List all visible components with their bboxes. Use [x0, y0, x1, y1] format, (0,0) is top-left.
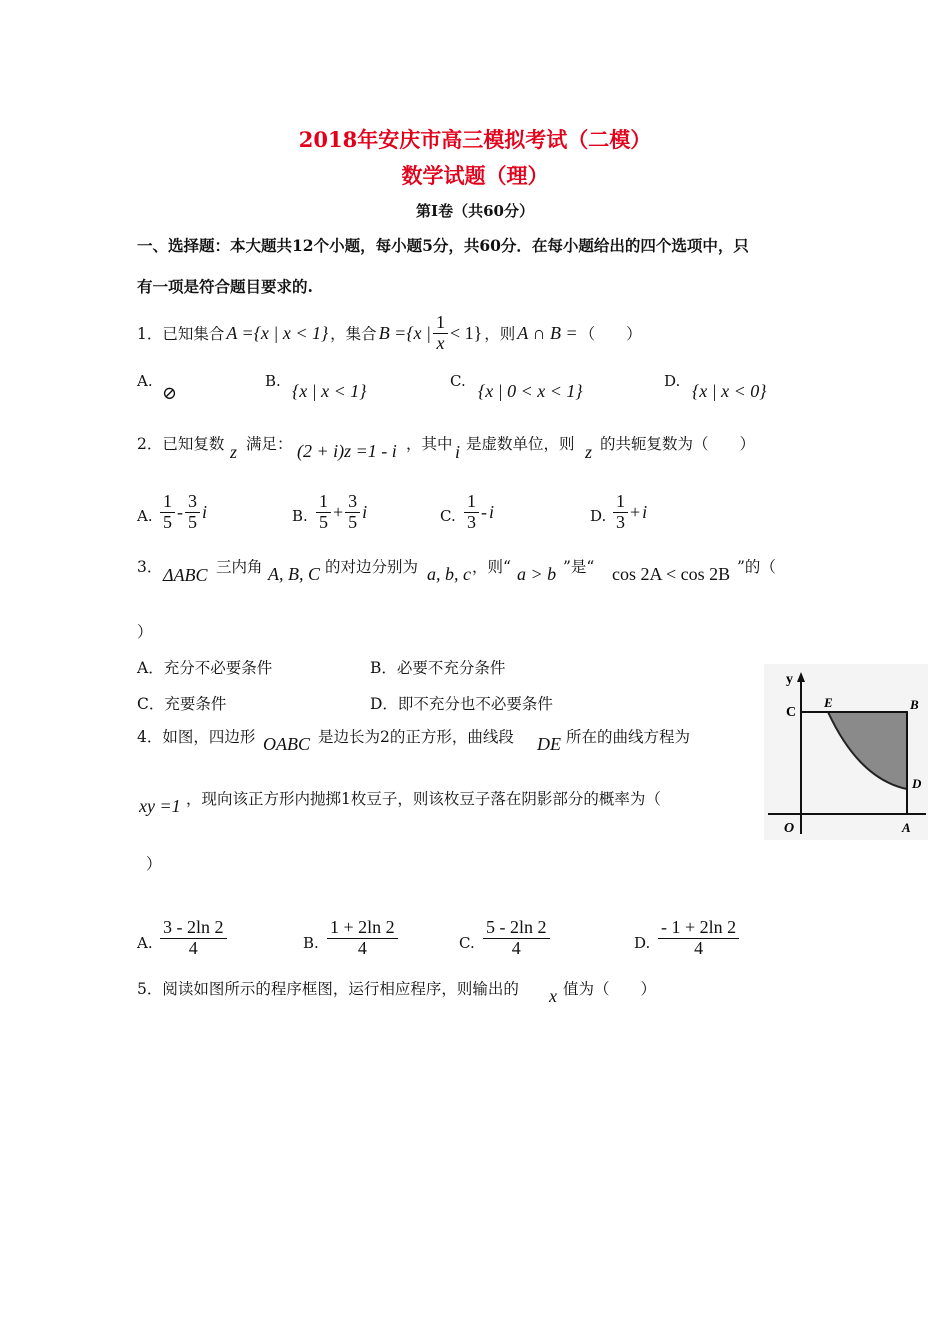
q3-option-c: C．充要条件 [137, 695, 227, 713]
q2-option-a-label: A. [137, 507, 153, 525]
q1-frac-num: 1 [433, 313, 448, 334]
q2b-den1: 5 [319, 511, 328, 532]
label-c: C [786, 705, 797, 720]
q4-option-d-label: D. [634, 934, 651, 952]
q2-equation: (2 + i)z =1 - i [297, 441, 397, 461]
q2-t3: 是虚数单位，则 [466, 435, 575, 453]
q3-t4: ”是“ [563, 558, 595, 576]
q3-number: 3． [137, 558, 163, 576]
q2d-den: 3 [616, 511, 625, 532]
label-o: O [784, 821, 795, 836]
q1-option-a: ⊘ [162, 383, 178, 403]
q3-close: ） [137, 623, 153, 641]
q2c-den: 3 [467, 511, 476, 532]
q4-prefix: 4．如图，四边形 [137, 728, 256, 746]
q1-mid: ，集合 [330, 325, 377, 344]
label-y: y [786, 672, 793, 687]
q2c-op: - [481, 501, 487, 522]
q3-condition-1: a > b [517, 564, 557, 584]
q2b-num1: 1 [316, 492, 331, 513]
q5-x: x [549, 986, 557, 1006]
q1-option-d-label: D. [664, 372, 681, 390]
q4c-den: 4 [511, 937, 521, 958]
q1-set-b-right: < 1} [449, 322, 483, 343]
instruction-line-1: 一、选择题：本大题共12个小题，每小题5分，共60分．在每小题给出的四个选项中，只 [137, 236, 749, 255]
document-subtitle: 数学试题（理） [401, 163, 549, 188]
q1-option-c: {x | 0 < x < 1} [478, 381, 583, 401]
q2a-num2: 3 [185, 492, 200, 513]
q3-option-d: D．即不充分也不必要条件 [370, 695, 553, 713]
q4-close: ） [146, 855, 162, 873]
q1-prefix: 1．已知集合 [137, 325, 225, 344]
q4-option-a [160, 918, 227, 959]
q2-i: i [455, 442, 461, 462]
q2b-i: i [362, 501, 368, 522]
q4-shape: OABC [263, 734, 310, 754]
q2b-op: + [333, 501, 344, 522]
q4b-num: 1 + 2ln 2 [327, 918, 398, 939]
q2-option-b-label: B. [292, 507, 308, 525]
document-title: 2018年安庆市高三模拟考试（二模） [298, 127, 652, 152]
q4b-den: 4 [357, 937, 367, 958]
q2-prefix: 2．已知复数 [137, 435, 225, 453]
label-b: B [910, 697, 919, 712]
q3-triangle: ΔABC [163, 565, 208, 585]
q1-frac-den: x [436, 332, 445, 353]
q1-fraction [433, 313, 448, 354]
q2-option-b [316, 492, 367, 533]
q2a-den1: 5 [163, 511, 172, 532]
label-e: E [824, 695, 833, 710]
q4-option-c-label: C. [459, 934, 475, 952]
q1-expr: A ∩ B = [517, 322, 578, 343]
label-d: D [912, 776, 922, 791]
q4a-num: 3 - 2ln 2 [160, 918, 227, 939]
q2-t4: 的共轭复数为（ ） [600, 435, 756, 453]
q1-option-a-label: A. [137, 372, 153, 390]
q1-option-b-label: B. [265, 372, 281, 390]
q1-set-a: A ={x | x < 1} [226, 322, 329, 343]
label-a: A [902, 820, 911, 835]
q2d-i: i [642, 501, 648, 522]
q4-option-b [327, 918, 398, 959]
q2b-num2: 3 [345, 492, 360, 513]
q4-t1: 是边长为2的正方形，曲线段 [318, 728, 514, 746]
q3-angles: A, B, C [268, 564, 320, 584]
question-1 [137, 313, 642, 354]
q4-figure [764, 664, 928, 840]
q2-t2: ，其中 [406, 435, 453, 453]
q2c-num: 1 [464, 492, 479, 513]
q2a-op: - [177, 501, 183, 522]
q3-t2: 的对边分别为 [325, 558, 419, 576]
q2c-i: i [489, 501, 495, 522]
q4-option-d [658, 918, 739, 959]
q1-set-b-left: B ={x | [378, 322, 431, 343]
q4-option-b-label: B. [303, 934, 319, 952]
q5-prefix: 5．阅读如图所示的程序框图，运行相应程序，则输出的 [137, 980, 519, 998]
q4-option-a-label: A. [137, 934, 153, 952]
q1-suffix: ，则 [484, 325, 516, 344]
q1-option-d: {x | x < 0} [692, 381, 767, 401]
section-heading: 第Ⅰ卷（共60分） [416, 202, 534, 220]
q4-t3: ，现向该正方形内抛掷1枚豆子，则该枚豆子落在阴影部分的概率为（ [186, 790, 661, 808]
q1-option-b: {x | x < 1} [292, 381, 367, 401]
q2-option-c [464, 492, 494, 533]
q2-option-c-label: C. [440, 507, 456, 525]
q3-sides: a, b, c [427, 564, 471, 584]
q3-t3: ，则“ [472, 558, 511, 576]
q4-t2: 所在的曲线方程为 [566, 728, 691, 746]
q2-option-d [613, 492, 647, 533]
q2d-num: 1 [613, 492, 628, 513]
q2d-op: + [630, 501, 641, 522]
q3-t1: 三内角 [216, 558, 263, 576]
q4d-num: - 1 + 2ln 2 [658, 918, 739, 939]
q1-option-c-label: C. [450, 372, 466, 390]
q4c-num: 5 - 2ln 2 [483, 918, 550, 939]
q4-option-c [483, 918, 550, 959]
q4d-den: 4 [694, 937, 704, 958]
q2a-num1: 1 [160, 492, 175, 513]
q2-t1: 满足： [246, 435, 293, 453]
q2a-den2: 5 [188, 511, 197, 532]
q4a-den: 4 [188, 937, 198, 958]
q2b-den2: 5 [348, 511, 358, 532]
q3-t5: ”的（ [737, 558, 776, 576]
q2a-i: i [202, 501, 208, 522]
q4-equation: xy =1 [139, 796, 181, 816]
q4-segment: DE [537, 734, 561, 754]
q3-option-a: A．充分不必要条件 [137, 659, 273, 677]
q2-option-a [160, 492, 207, 533]
q5-suffix: 值为（ ） [563, 980, 657, 998]
q2-z1: z [230, 442, 238, 462]
q3-option-b: B．必要不充分条件 [370, 659, 506, 677]
q2-option-d-label: D. [590, 507, 607, 525]
q1-paren: （ ） [579, 325, 642, 344]
q2-z2: z [585, 442, 593, 462]
instruction-line-2: 有一项是符合题目要求的. [137, 277, 313, 296]
q3-condition-2: cos 2A < cos 2B [612, 564, 731, 584]
